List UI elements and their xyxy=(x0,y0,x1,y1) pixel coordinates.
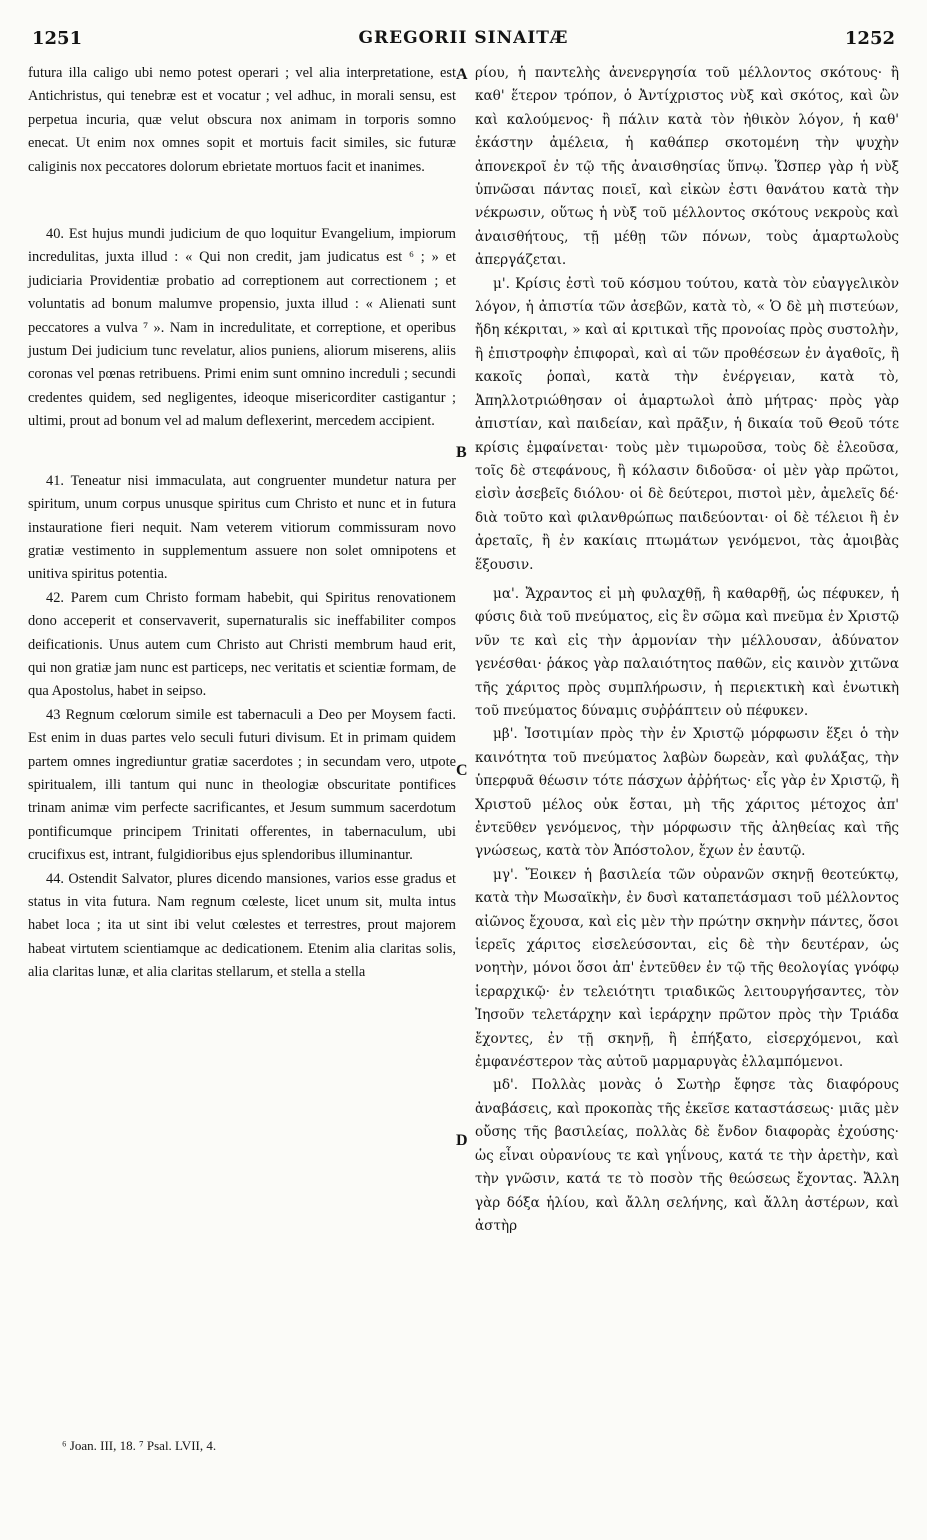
latin-paragraph-44: 44. Ostendit Salvator, plures dicendo mansiones, varios esse gradus et status in vita futura. Nam regnum cœleste, licet unum sit, multa intus habet loca ; ita ut sint ibi velut cœlestes et terrestres, prout majorem habeat virtutem scientiamque ac dedicationem. Etenim alia claritas solis, alia claritas lunæ, et alia claritas stellarum, et stella a stella xyxy=(28,870,456,981)
running-title: GREGORII SINAITÆ xyxy=(358,28,569,48)
greek-paragraph-42: μβ'. Ἰσοτιμίαν πρὸς τὴν ἐν Χριστῷ μόρφωσιν ἕξει ὁ τὴν καινότητα τοῦ πνεύματος λαβὼν δωρεὰν, καὶ φυλάξας, τὴν ὑπερφυᾶ θέωσιν τότε πάσχων ἀῤῥήτως· εἷς γὰρ ἐν Χριστῷ, ἢ Χριστοῦ μέλος οὐκ ἔσται, μὴ τῆς χάριτος μέτοχος ἀπ' ἐντεῦθεν γενόμενος, τὴν μόρφωσιν τῆς ἀληθείας καὶ τῆς γνώσεως, κατὰ τὸν Ἀπόστολον, ἔχων ἐν ἑαυτῷ. xyxy=(475,726,899,860)
greek-paragraph-40: μ'. Κρίσις ἐστὶ τοῦ κόσμου τούτου, κατὰ τὸν εὐαγγελικὸν λόγον, ἡ ἀπιστία τῶν ἀσεβῶν, κατὰ τὸ, « Ὁ δὲ μὴ πιστεύων, ἤδη κέκριται, » καὶ αἱ κριτικαὶ τῆς προνοίας πρὸς συστολὴν, ἢ ἐπιστροφὴν ἐπιφοραὶ, καὶ αἱ τῶν προθέσεων ἐν ἀγαθοῖς, ἢ κακοῖς ῥοπαὶ, κατὰ τὴν ἐνέργειαν, κατὰ τὸ, Ἀπηλλοτριώθησαν οἱ ἁμαρτωλοὶ ἀπὸ μήτρας· πρὸς γὰρ ἀπιστίαν, καὶ παιδείαν, καὶ πρᾶξιν, ἡ δικαία τοῦ Θεοῦ τότε κρίσις ἐμφαίνεται· τοὺς μὲν τιμωροῦσα, τοὺς δὲ ἐλεοῦσα, τοῖς δὲ στεφάνους, ἢ κόλασιν διδοῦσα· οἱ μὲν γὰρ πρῶτοι, εἰσὶν ἀσεβεῖς διόλου· οἱ δὲ δεύτεροι, πιστοὶ μὲν, ἀμελεῖς δέ· διὰ τοῦτο καὶ φιλανθρώπως παιδεύονται· οἱ δὲ τέλειοι ἢ ἐν ἀρεταῖς, ἢ ἐν κακίαις πτωμάτων γενόμενοι, τὰς ἀμοιβὰς ἕξουσιν. xyxy=(475,275,899,573)
latin-paragraph-41: 41. Teneatur nisi immaculata, aut congruenter mundetur natura per spiritum, unum corpus unusque spiritus cum Christo et nunc et in futura instauratione fieri nequit. Nam veterem vitiorum commissuram novo gratiæ vestimento in supplementum assuere non solet omnipotens et unitiva spiritus potentia. xyxy=(28,472,456,583)
margin-marker-a: A xyxy=(456,66,468,83)
page-number-right: 1252 xyxy=(844,28,895,49)
greek-paragraph-continuation: ρίου, ἡ παντελὴς ἀνενεργησία τοῦ μέλλοντος σκότους· ἢ καθ' ἕτερον τρόπον, ὁ Ἀντίχριστος νὺξ καὶ σκότος, καὶ ὢν καὶ καλούμενος· ἢ πάλιν κατὰ τὸν ἠθικὸν λόγον, ἡ καθ' ἑκάστην ἀμέλεια, ἡ καθάπερ σκοτομένη τὴν ψυχὴν ἀπονεκροῖ ἐν τῷ τῆς ἀναισθησίας ὕπνῳ. Ὥσπερ γὰρ ἡ νὺξ ὑπνῶσαι πάντας ποιεῖ, καὶ εἰκὼν ἐστι θανάτου κατὰ τὴν νέκρωσιν, οὕτως ἡ νὺξ τοῦ μέλλοντος σκότους νεκροὺς καὶ ἀναισθήτους, τῇ μέθῃ τῶν πόνων, τοὺς ἁμαρτωλοὺς ἀπεργάζεται. xyxy=(475,65,899,269)
latin-column xyxy=(28,62,456,985)
greek-column xyxy=(475,62,899,1238)
greek-paragraph-41: μα'. Ἄχραντος εἰ μὴ φυλαχθῇ, ἢ καθαρθῇ, ὡς πέφυκεν, ἡ φύσις διὰ τοῦ πνεύματος, εἰς ἓν σῶμα καὶ πνεῦμα ἐν Χριστῷ νῦν τε καὶ εἰς τὴν ἁρμονίαν τὴν μέλλουσαν, ἀδύνατον γενέσθαι· ῥάκος γὰρ παλαιότητος παθῶν, εἰς καινὸν χιτῶνα τῆς χάριτος πρὸς συμπλήρωσιν, ἡ περιεκτικὴ καὶ ἑνωτικὴ τοῦ πνεύματος δύναμις συῤῥάπτειν οὐ πέφυκεν. xyxy=(475,585,899,719)
margin-marker-b: B xyxy=(456,444,467,461)
latin-paragraph-40: 40. Est hujus mundi judicium de quo loquitur Evangelium, impiorum incredulitas, juxta illud : « Qui non credit, jam judicatus est ⁶ ; » et judiciaria Providentiæ probatio ad correptionem aut correctionem ; et voluntatis ad bonum malumve propensio, juxta illud : « Alienati sunt peccatores a vulva ⁷ ». Nam in incredulitate, et correptione, et operibus justum Dei judicium tunc revelatur, alios puniens, aliorum miserens, aliis coronas vel pœnas retribuens. Primi enim sunt omnino increduli ; secundi credentes quidem, sed negligentes, ideoque misericorditer castigantur ; ultimi, prout ad bonum vel ad malum deflexerint, mercedem accipient. xyxy=(28,226,456,430)
margin-marker-c: C xyxy=(456,762,468,779)
footnotes: ⁶ Joan. III, 18. ⁷ Psal. LVII, 4. xyxy=(62,1438,217,1453)
latin-paragraph-43: 43 Regnum cœlorum simile est tabernaculi a Deo per Moysem facti. Est enim in duas partes velo seculi futuri divisum. Et in primam quidem partem omnes ingrediuntur gratiæ sacerdotes ; in secundam vero, utpote spiritualem, illi tantum qui nunc in theologiæ obscuritate pontifices trinam animæ vim perfecte sacrificantes, et Jesum summum sacerdotum pontificumque principem Trinitati offerentes, in tabernaculum, ubi crucifixus est, intrant, fulgidioribus ejus splendoribus illuminantur. xyxy=(28,706,456,864)
running-header xyxy=(30,28,897,52)
margin-marker-d: D xyxy=(456,1132,468,1149)
latin-paragraph-continuation: futura illa caligo ubi nemo potest operari ; vel alia interpretatione, est Antichristus, qui tenebræ est et vocatur ; vel adhuc, in morali sensu, est perpetua incuria, quæ velut obscura nox animam in torporis somno enecat. Ut enim nox omnes sopit et mortuis facit similes, sic futuræ caliginis nox peccatores dolorum ebrietate mortuos facit et inanimes. xyxy=(28,65,456,175)
greek-paragraph-43: μγ'. Ἔοικεν ἡ βασιλεία τῶν οὐρανῶν σκηνῇ θεοτεύκτῳ, κατὰ τὴν Μωσαϊκὴν, ἐν δυσὶ καταπετάσμασι τοῦ μέλλοντος αἰῶνος ἔχουσα, καὶ εἰς μὲν τὴν πρώτην σκηνὴν πάντες, ὅσοι ἱερεῖς χάριτος εἰσελεύσονται, εἰς δὲ τὴν δευτέραν, ὡς νοητὴν, μόνοι ὅσοι ἀπ' ἐντεῦθεν ἐν τῷ τῆς θεολογίας γνόφῳ ἱεραρχικῷ· ἐν τελειότητι τριαδικῶς λειτουργήσαντες, τὸν Ἰησοῦν τελετάρχην καὶ ἱεράρχην πρῶτον πρὸς τὴν Τριάδα ἔχοντες, ἐν τῇ σκηνῇ, ἢ ἐπήξατο, εἰσερχόμενοι, καὶ ἐμφανέστερον τὰς αὐτοῦ μαρμαρυγὰς ἐλλαμπόμενοι. xyxy=(475,866,899,1071)
latin-paragraph-42: 42. Parem cum Christo formam habebit, qui Spiritus renovationem dono acceperit et conservaverit, supernaturalis sic ineffabiliter compos deificationis. Unus autem cum Christo aut Christi membrum haud erit, qui non gratiæ jam nunc est particeps, nec veritatis et scientiæ formam, de qua Apostolus, habet in seipso. xyxy=(28,589,456,700)
greek-paragraph-44: μδ'. Πολλὰς μονὰς ὁ Σωτὴρ ἔφησε τὰς διαφόρους ἀναβάσεις, καὶ προκοπὰς τῆς ἐκεῖσε καταστάσεως· μιᾶς μὲν οὔσης τῆς βασιλείας, πολλὰς δὲ ἔνδον διαφορὰς ἐχούσης· ὡς εἶναι οὐρανίους τε καὶ γηΐνους, κατά τε τὴν ἀρετὴν, καὶ τὴν γνῶσιν, κατά τε τὸ ποσὸν τῆς θεώσεως ἔχοντας. Ἄλλη γὰρ δόξα ἡλίου, καὶ ἄλλη σελήνης, καὶ ἄλλη ἀστέρων, καὶ ἀστὴρ xyxy=(475,1077,899,1234)
page-number-left: 1251 xyxy=(32,28,83,49)
